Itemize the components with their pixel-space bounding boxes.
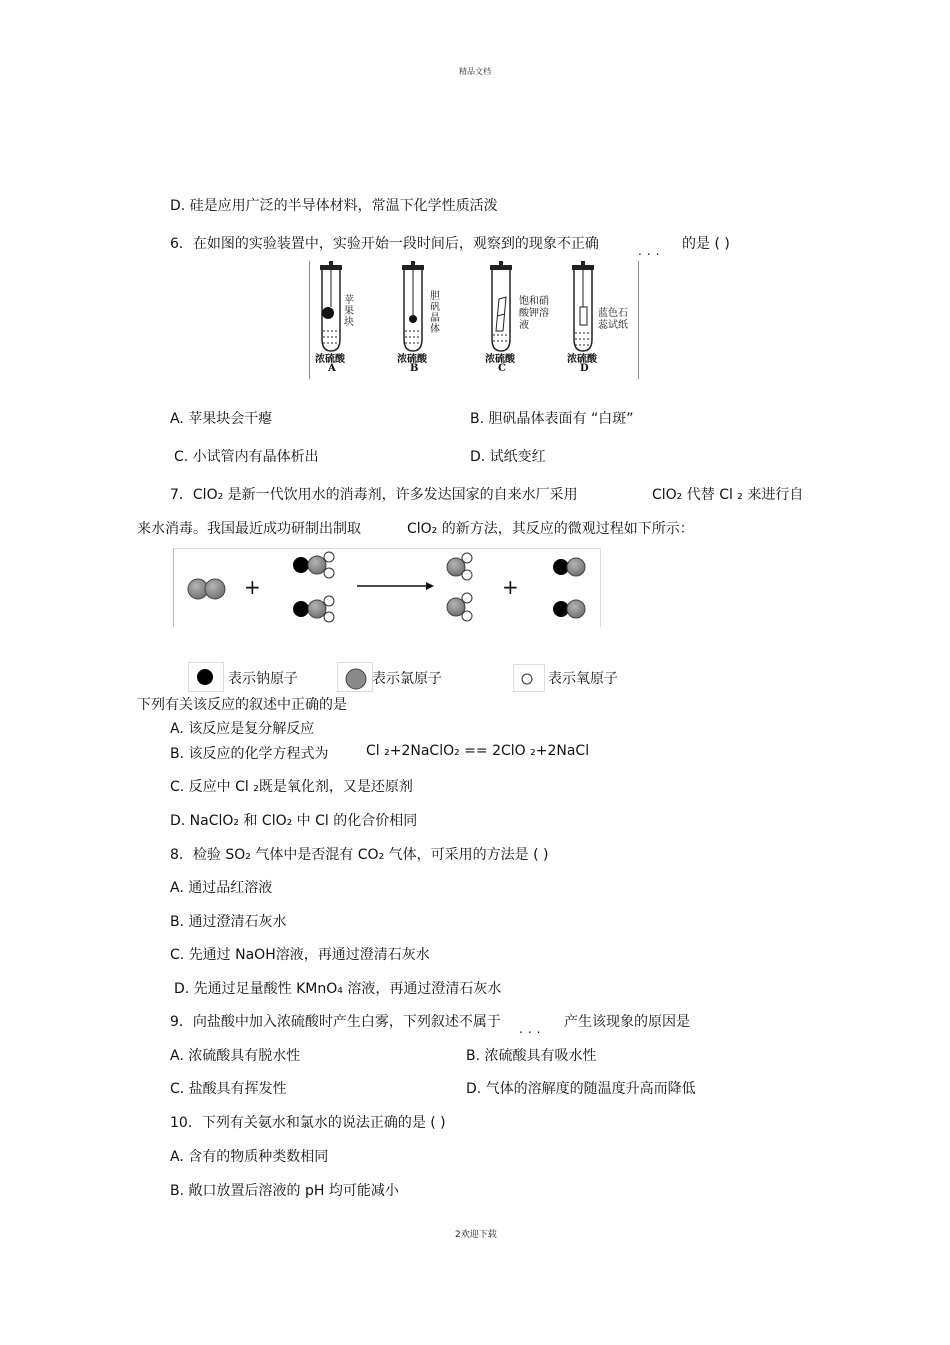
q7-option-a: A. 该反应是复分解反应	[170, 721, 315, 737]
tube-b-acid-label: 浓硫酸	[397, 354, 427, 365]
q6-option-d: D. 试纸变红	[470, 449, 546, 465]
q6-apparatus-figure	[309, 261, 639, 379]
q6-option-b: B. 胆矾晶体表面有 “白斑”	[470, 411, 634, 427]
sodium-atom-icon	[189, 663, 223, 691]
clo2-molecule	[447, 593, 472, 621]
q7-option-d: D. NaClO₂ 和 ClO₂ 中 Cl 的化合价相同	[170, 813, 418, 829]
page-footer: 2欢迎下载	[455, 1230, 497, 1240]
page-header: 精品文档	[459, 67, 491, 76]
q9-option-c: C. 盐酸具有挥发性	[170, 1081, 287, 1097]
naclo2-molecule	[293, 596, 334, 622]
legend-chlorine-label: 表示氯原子	[372, 671, 442, 687]
q7-option-b-equation: Cl ₂+2NaClO₂ == 2ClO ₂+2NaCl	[366, 743, 590, 759]
q9-stem-end: 产生该现象的原因是	[564, 1014, 690, 1030]
test-tube-d	[572, 261, 594, 351]
apple-piece-icon	[322, 307, 334, 319]
tube-b-sample-label: 胆矾晶体	[430, 291, 440, 335]
q6-option-a: A. 苹果块会干瘪	[170, 411, 273, 427]
crystal-icon	[409, 315, 417, 323]
nacl-molecule	[553, 600, 585, 618]
q7-stem-line2: 来水消毒。我国最近成功研制出制取	[137, 521, 361, 537]
clo2-molecule	[447, 553, 472, 580]
q9-option-d: D. 气体的溶解度的随温度升高而降低	[466, 1081, 696, 1097]
test-tube-b	[402, 261, 424, 351]
q7-reaction-figure	[173, 548, 601, 627]
q9-emphasis-dots: ...	[519, 1022, 546, 1036]
q7-option-c: C. 反应中 Cl ₂既是氧化剂，又是还原剂	[170, 779, 413, 795]
tube-a-sample-label: 苹果块	[344, 295, 354, 328]
q7-stem-line1-end: ClO₂ 代替 Cl ₂ 来进行自	[652, 487, 804, 503]
tube-c-letter: C	[498, 363, 506, 374]
cl2-molecule	[188, 579, 225, 599]
q7-stem-line2-end: ClO₂ 的新方法，其反应的微观过程如下所示：	[407, 521, 694, 537]
legend-oxygen-swatch	[513, 664, 545, 692]
q7-stem-line1: 7．ClO₂ 是新一代饮用水的消毒剂，许多发达国家的自来水厂采用	[170, 487, 578, 503]
q8-option-c: C. 先通过 NaOH溶液，再通过澄清石灰水	[170, 947, 430, 963]
tube-a-letter: A	[328, 363, 336, 374]
legend-sodium-swatch	[188, 662, 224, 692]
q10-option-a: A. 含有的物质种类数相同	[170, 1149, 329, 1165]
oxygen-atom-icon	[514, 665, 544, 691]
chlorine-atom-icon	[338, 663, 372, 691]
tube-c-sample-label: 饱和硝酸钾溶液	[519, 296, 549, 331]
q6-emphasis-dots: ...	[638, 244, 665, 258]
tube-b-letter: B	[410, 363, 419, 374]
q9-stem: 9．向盐酸中加入浓硫酸时产生白雾，下列叙述不属于	[170, 1014, 501, 1030]
q8-option-b: B. 通过澄清石灰水	[170, 914, 287, 930]
q6-option-c: C. 小试管内有晶体析出	[174, 449, 319, 465]
q8-stem: 8．检验 SO₂ 气体中是否混有 CO₂ 气体，可采用的方法是 ( )	[170, 847, 549, 863]
q9-option-a: A. 浓硫酸具有脱水性	[170, 1048, 301, 1064]
plus-sign: +	[244, 575, 261, 599]
plus-sign: +	[502, 575, 519, 599]
legend-chlorine-swatch	[337, 662, 373, 692]
q6-stem: 6．在如图的实验装置中，实验开始一段时间后，观察到的现象不正确	[170, 236, 599, 252]
reaction-drawing	[174, 549, 600, 627]
q8-option-d: D. 先通过足量酸性 KMnO₄ 溶液，再通过澄清石灰水	[174, 981, 502, 997]
tube-a-acid-label: 浓硫酸	[315, 354, 345, 365]
tube-c-acid-label: 浓硫酸	[485, 354, 515, 365]
legend-oxygen-label: 表示氧原子	[548, 671, 618, 687]
tube-d-sample-label: 蓝色石蕊试纸	[598, 308, 628, 331]
test-tube-a	[320, 261, 342, 351]
tube-d-letter: D	[580, 363, 589, 374]
q6-stem-end: 的是 ( )	[682, 236, 730, 252]
test-tube-c	[490, 261, 512, 351]
q7-option-b: B. 该反应的化学方程式为	[170, 746, 329, 762]
q5-option-d: D. 硅是应用广泛的半导体材料，常温下化学性质活泼	[170, 198, 498, 214]
q9-option-b: B. 浓硫酸具有吸水性	[466, 1048, 597, 1064]
legend-sodium-label: 表示钠原子	[228, 671, 298, 687]
q7-lead: 下列有关该反应的叙述中正确的是	[137, 697, 347, 713]
q10-option-b: B. 敞口放置后溶液的 pH 均可能减小	[170, 1183, 399, 1199]
nacl-molecule	[553, 558, 585, 576]
naclo2-molecule	[293, 552, 334, 578]
q10-stem: 10．下列有关氨水和氯水的说法正确的是 ( )	[170, 1115, 446, 1131]
q8-option-a: A. 通过品红溶液	[170, 880, 273, 896]
tube-d-acid-label: 浓硫酸	[567, 354, 597, 365]
